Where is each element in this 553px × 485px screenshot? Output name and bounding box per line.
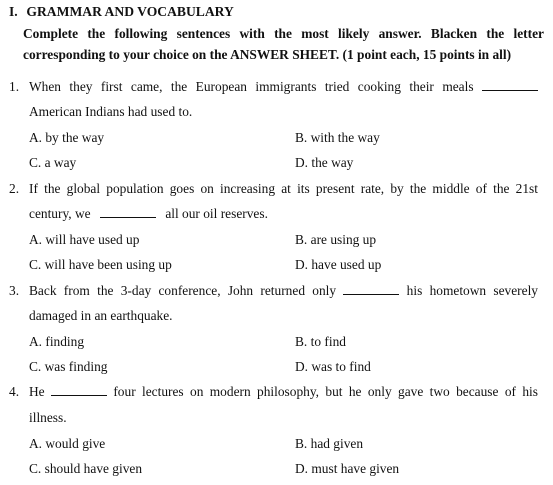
- question-text: four lectures on modern philosophy, but he only gave two because of his: [113, 384, 538, 399]
- option-d: D. the way: [295, 155, 354, 170]
- option-d: D. was to find: [295, 359, 371, 374]
- option-c: C. will have been using up: [29, 257, 172, 272]
- section-title: GRAMMAR AND VOCABULARY: [26, 4, 234, 19]
- option-b: B. to find: [295, 334, 346, 349]
- question-text: He: [29, 384, 45, 399]
- section-number: I.: [9, 4, 18, 19]
- question-number: 1.: [9, 79, 20, 94]
- question-text-line-2: [29, 206, 538, 222]
- question-number: 3.: [9, 283, 20, 298]
- answer-blank: [51, 384, 107, 396]
- question-number: 2.: [9, 181, 20, 196]
- question-text-line-1: If the global population goes on increasing at its present rate, by the middle of the 21st: [29, 181, 538, 196]
- question-text-line-2: American Indians had used to.: [29, 104, 193, 119]
- question-text-line-1: [29, 283, 538, 299]
- option-c: C. a way: [29, 155, 77, 170]
- question-text: When they first came, the European immigrants tried cooking their meals: [29, 79, 474, 94]
- option-c: C. should have given: [29, 461, 143, 476]
- instruction-line-2: corresponding to your choice on the ANSWER SHEET. (1 point each, 15 points in all): [23, 47, 512, 62]
- option-a: A. finding: [29, 334, 85, 349]
- section-heading: [9, 4, 234, 20]
- question-text: his hometown severely: [406, 283, 538, 298]
- question-text-line-2: damaged in an earthquake.: [29, 308, 173, 323]
- question-text: all our oil reserves.: [165, 206, 268, 221]
- answer-blank: [343, 283, 399, 295]
- option-a: A. by the way: [29, 130, 105, 145]
- option-b: B. had given: [295, 436, 364, 451]
- option-d: D. must have given: [295, 461, 400, 476]
- question-text: century, we: [29, 206, 91, 221]
- question-number: 4.: [9, 384, 20, 399]
- question-text-line-1: [29, 384, 538, 400]
- option-a: A. would give: [29, 436, 106, 451]
- option-c: C. was finding: [29, 359, 108, 374]
- answer-blank: [100, 206, 156, 218]
- answer-blank: [482, 79, 538, 91]
- question-text-line-1: [29, 79, 538, 95]
- option-b: B. are using up: [295, 232, 377, 247]
- instruction-line-1: Complete the following sentences with the most likely answer. Blacken the letter: [23, 26, 544, 41]
- option-a: A. will have used up: [29, 232, 140, 247]
- option-d: D. have used up: [295, 257, 382, 272]
- option-b: B. with the way: [295, 130, 380, 145]
- question-text-line-2: illness.: [29, 410, 67, 425]
- question-text: Back from the 3-day conference, John returned only: [29, 283, 337, 298]
